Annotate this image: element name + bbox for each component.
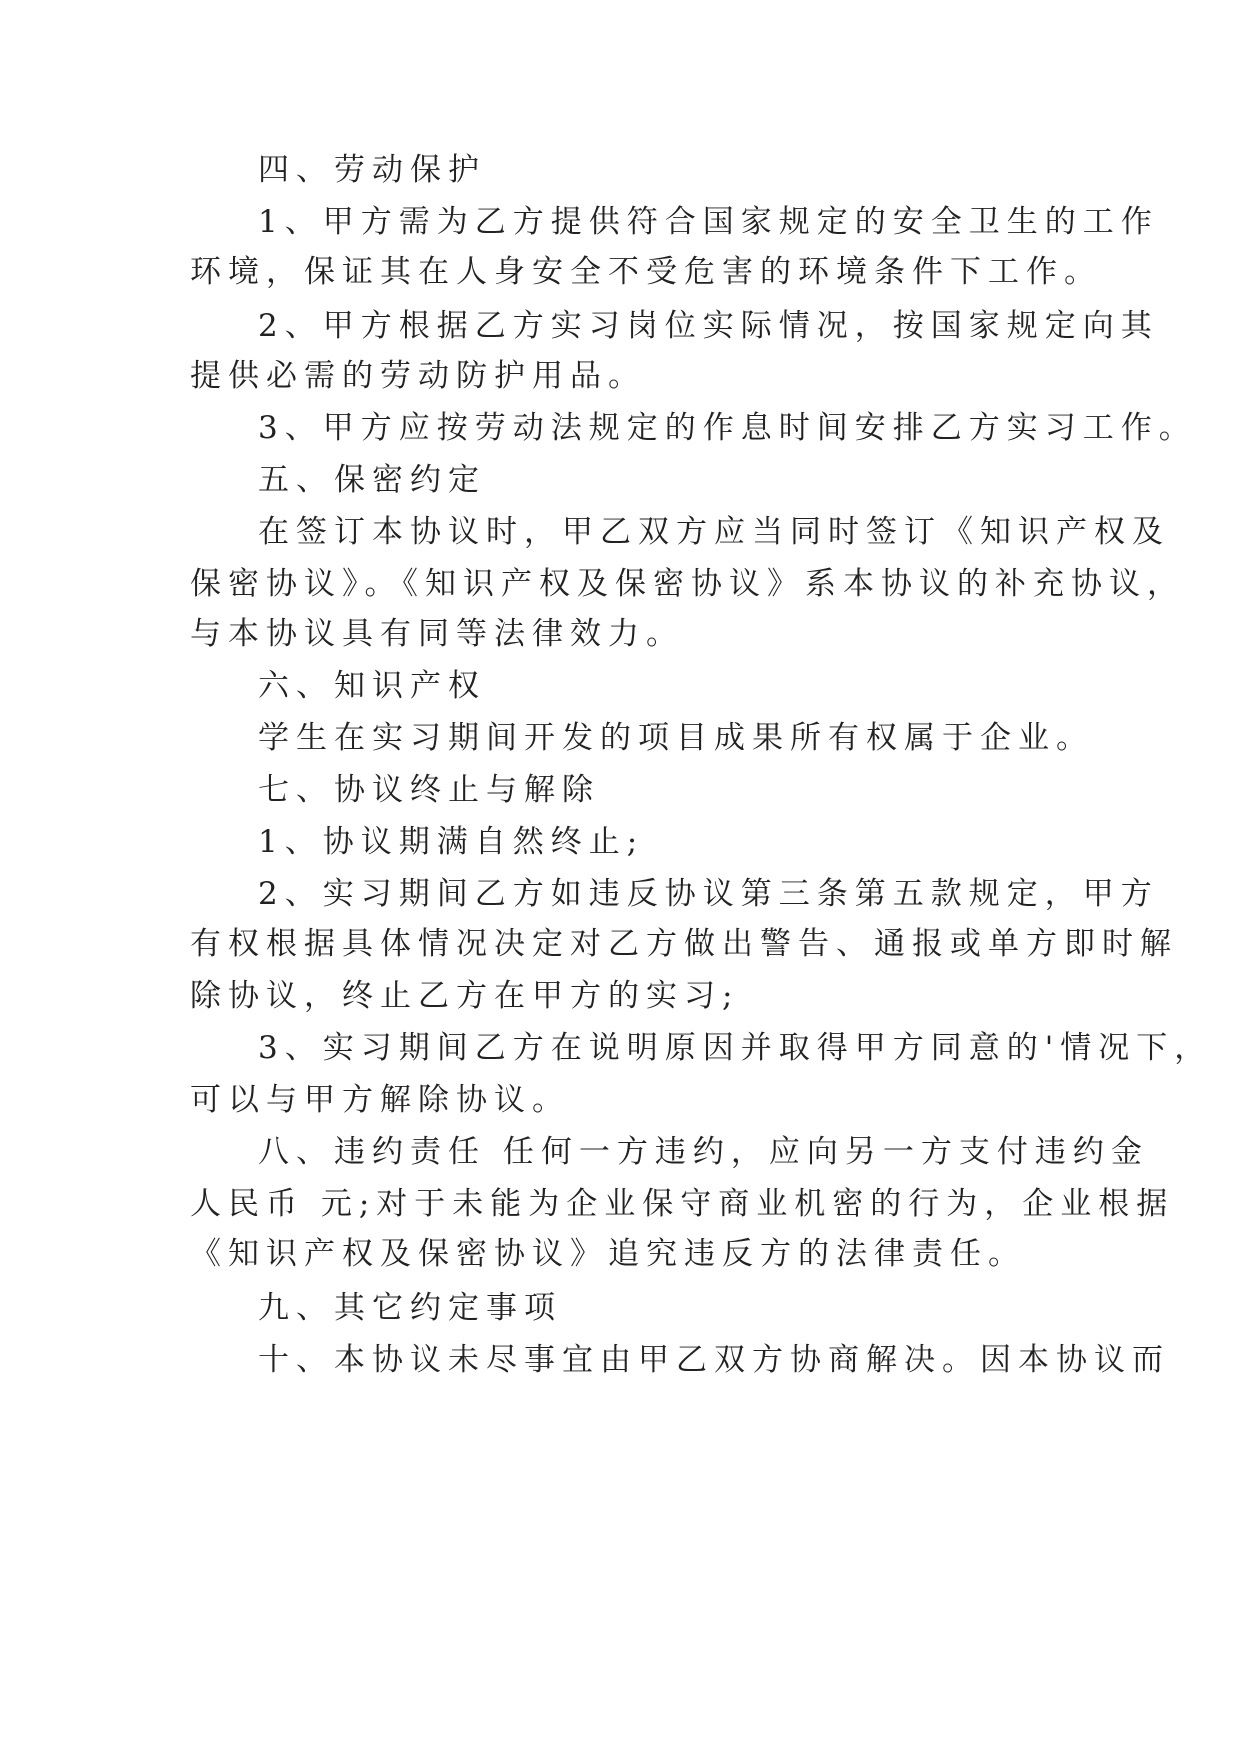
- paragraph-line: 除协议，终止乙方在甲方的实习;: [190, 978, 740, 1014]
- paragraph-line: 1、甲方需为乙方提供符合国家规定的安全卫生的工作: [258, 204, 1159, 240]
- paragraph-line: 1、协议期满自然终止;: [258, 824, 645, 860]
- section-heading-termination: 七、协议终止与解除: [258, 772, 600, 808]
- section-heading-labor-protection: 四、劳动保护: [258, 152, 486, 188]
- paragraph-line: 有权根据具体情况决定对乙方做出警告、通报或单方即时解: [190, 926, 1178, 962]
- paragraph-line: 3、甲方应按劳动法规定的作息时间安排乙方实习工作。: [258, 410, 1197, 446]
- paragraph-line: 2、实习期间乙方如违反协议第三条第五款规定，甲方: [258, 876, 1159, 912]
- paragraph-line: 十、本协议未尽事宜由甲乙双方协商解决。因本协议而: [258, 1342, 1170, 1378]
- paragraph-line: 2、甲方根据乙方实习岗位实际情况，按国家规定向其: [258, 308, 1159, 344]
- section-heading-breach-liability: 八、违约责任 任何一方违约，应向另一方支付违约金: [258, 1134, 1149, 1170]
- section-heading-intellectual-property: 六、知识产权: [258, 668, 486, 704]
- paragraph-line: 学生在实习期间开发的项目成果所有权属于企业。: [258, 720, 1094, 756]
- paragraph-line: 与本协议具有同等法律效力。: [190, 616, 684, 652]
- section-heading-confidentiality: 五、保密约定: [258, 462, 486, 498]
- paragraph-line: 人民币 元;对于未能为企业保守商业机密的行为，企业根据: [190, 1186, 1175, 1222]
- paragraph-line: 提供必需的劳动防护用品。: [190, 358, 646, 394]
- paragraph-line: 《知识产权及保密协议》追究违反方的法律责任。: [190, 1236, 1026, 1272]
- section-heading-other-matters: 九、其它约定事项: [258, 1290, 562, 1326]
- paragraph-line: 环境，保证其在人身安全不受危害的环境条件下工作。: [190, 254, 1102, 290]
- paragraph-line: 在签订本协议时，甲乙双方应当同时签订《知识产权及: [258, 514, 1170, 550]
- paragraph-line: 保密协议》。《知识产权及保密协议》系本协议的补充协议，: [190, 566, 1185, 602]
- paragraph-line: 3、实习期间乙方在说明原因并取得甲方同意的'情况下，: [258, 1030, 1213, 1066]
- paragraph-line: 可以与甲方解除协议。: [190, 1082, 570, 1118]
